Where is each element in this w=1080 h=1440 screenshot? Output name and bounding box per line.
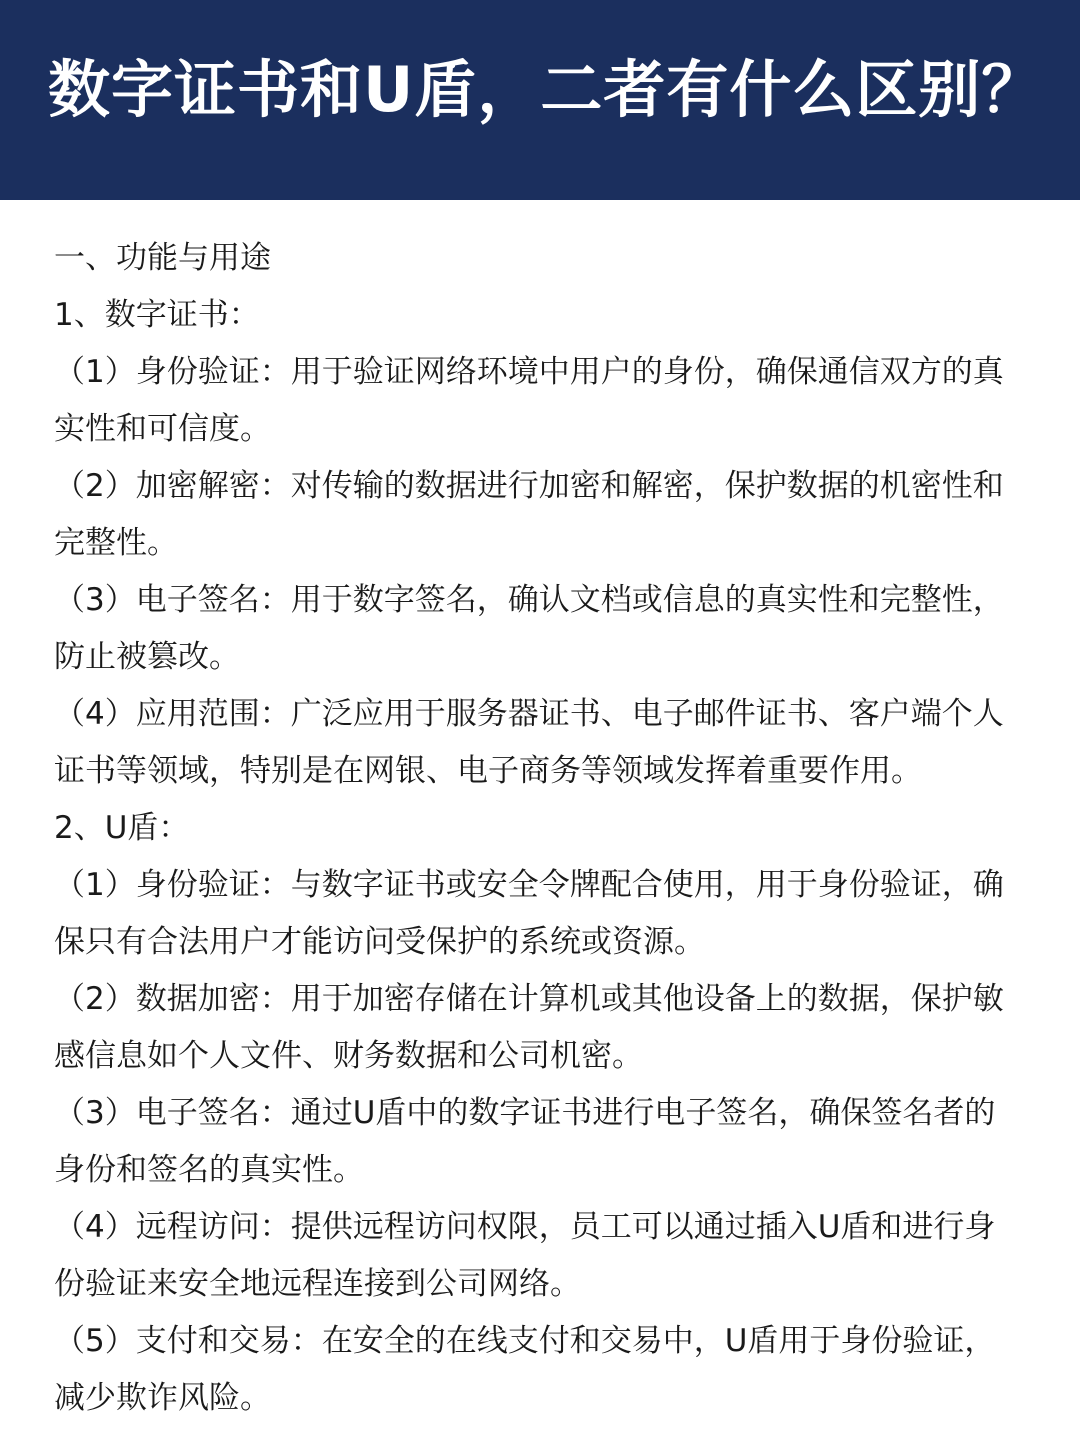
item-line: 减少欺诈风险。 (54, 1380, 271, 1416)
item-line: （1）身份验证：与数字证书或安全令牌配合使用，用于身份验证，确 (54, 867, 1004, 903)
item-line: 感信息如个人文件、财务数据和公司机密。 (54, 1038, 643, 1074)
u-shield-item-5 (54, 1313, 1030, 1427)
item-line: （4）应用范围：广泛应用于服务器证书、电子邮件证书、客户端个人 (54, 696, 1004, 732)
u-shield-item-2 (54, 971, 1030, 1085)
item-line: 实性和可信度。 (54, 411, 271, 447)
item-line: （5）支付和交易：在安全的在线支付和交易中，U盾用于身份验证， (54, 1323, 996, 1359)
digital-certificate-item-2 (54, 458, 1030, 572)
u-shield-item-3 (54, 1085, 1030, 1199)
u-shield-heading: 2、U盾： (54, 810, 190, 846)
item-line: 完整性。 (54, 525, 178, 561)
item-line: （3）电子签名：用于数字签名，确认文档或信息的真实性和完整性， (54, 582, 1004, 618)
digital-certificate-item-1 (54, 344, 1030, 458)
section-title: 一、功能与用途 (54, 240, 271, 276)
item-line: 份验证来安全地远程连接到公司网络。 (54, 1266, 581, 1302)
item-line: （3）电子签名：通过U盾中的数字证书进行电子签名，确保签名者的 (54, 1095, 996, 1131)
digital-certificate-item-4 (54, 686, 1030, 800)
item-line: （1）身份验证：用于验证网络环境中用户的身份，确保通信双方的真 (54, 354, 1004, 390)
item-line: 保只有合法用户才能访问受保护的系统或资源。 (54, 924, 705, 960)
page-title: 数字证书和U盾，二者有什么区别？ (48, 53, 1045, 126)
item-line: （2）加密解密：对传输的数据进行加密和解密，保护数据的机密性和 (54, 468, 1004, 504)
item-line: （4）远程访问：提供远程访问权限，员工可以通过插入U盾和进行身 (54, 1209, 996, 1245)
item-line: （2）数据加密：用于加密存储在计算机或其他设备上的数据，保护敏 (54, 981, 1004, 1017)
item-line: 证书等领域，特别是在网银、电子商务等领域发挥着重要作用。 (54, 753, 922, 789)
item-line: 防止被篡改。 (54, 639, 240, 675)
digital-certificate-heading: 1、数字证书： (54, 297, 260, 333)
digital-certificate-item-3 (54, 572, 1030, 686)
item-line: 身份和签名的真实性。 (54, 1152, 364, 1188)
article-body (0, 200, 1080, 1427)
u-shield-item-4 (54, 1199, 1030, 1313)
u-shield-item-1 (54, 857, 1030, 971)
header-banner (0, 0, 1080, 200)
